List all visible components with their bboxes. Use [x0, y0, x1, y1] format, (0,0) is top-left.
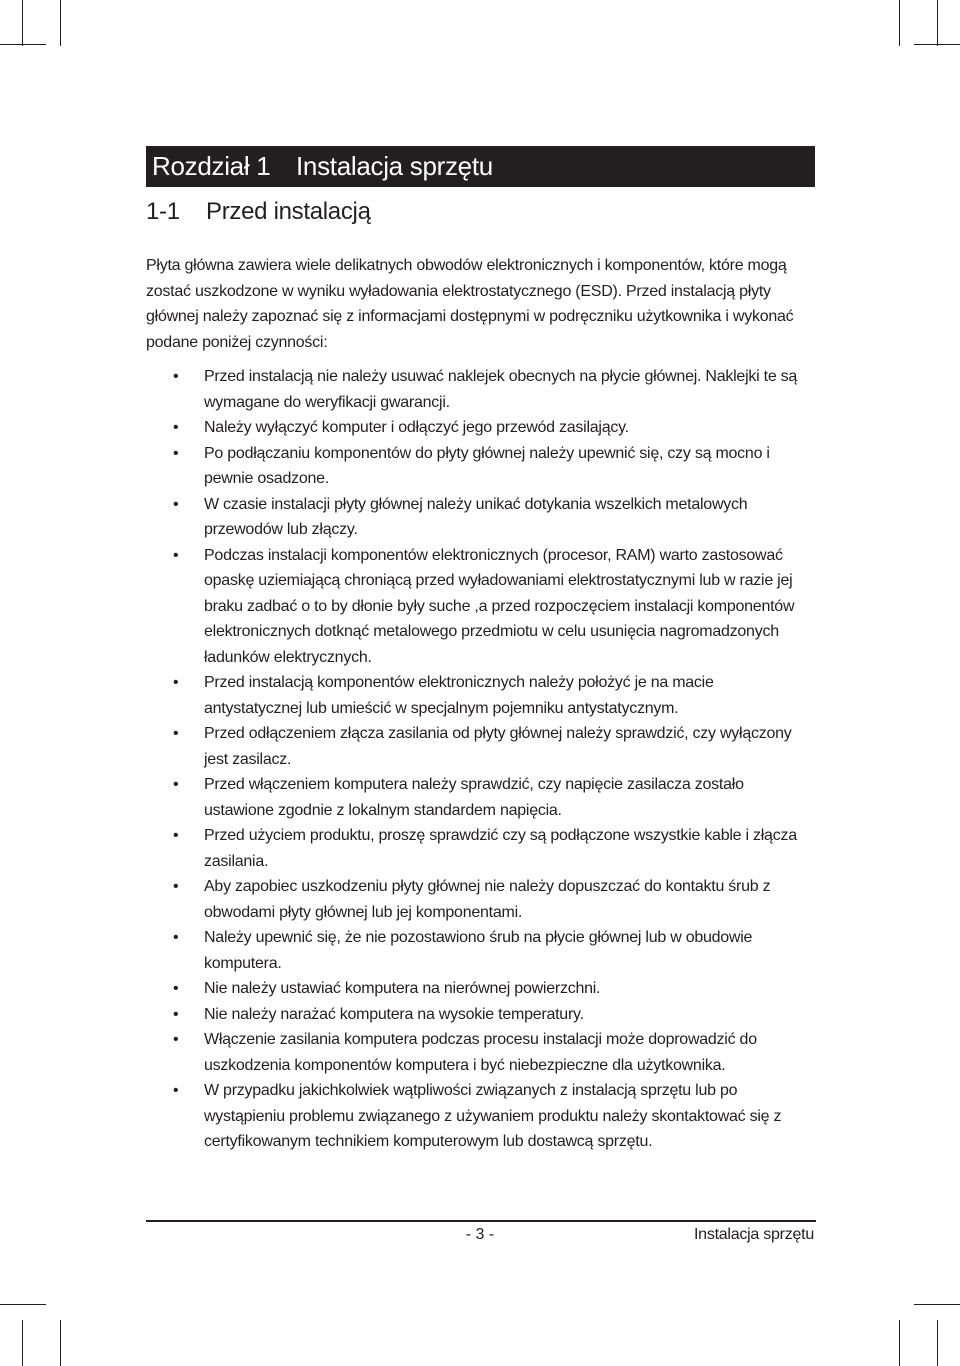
- list-item: [146, 874, 816, 925]
- list-item-line: Należy wyłączyć komputer i odłączyć jego przewód zasilający.: [204, 419, 629, 436]
- intro-line: głównej należy zapoznać się z informacjami dostępnymi w podręczniku użytkownika i wykonać: [146, 308, 794, 325]
- list-item-line: ładunków elektrycznych.: [204, 648, 372, 666]
- crop-mark: [0, 44, 46, 45]
- chapter-heading: [146, 146, 815, 187]
- bullet-icon: •: [173, 495, 179, 513]
- list-item: [146, 721, 816, 772]
- list-item-line: obwodami płyty głównej lub jej komponentami.: [204, 903, 523, 921]
- list-item-line: Przed instalacją nie należy usuwać naklejek obecnych na płycie głównej. Naklejki te są: [204, 368, 798, 385]
- intro-paragraph: [146, 253, 816, 355]
- bullet-icon: •: [173, 1082, 179, 1099]
- list-item: [146, 1002, 816, 1028]
- intro-line: podane poniżej czynności:: [146, 333, 328, 351]
- list-item: [146, 772, 816, 823]
- crop-mark: [22, 0, 23, 46]
- list-item-line: antystatycznej lub umieścić w specjalnym pojemniku antystatycznym.: [204, 699, 679, 717]
- bullet-icon: •: [173, 674, 179, 691]
- list-item-line: wystąpieniu problemu związanego z używaniem produktu należy skontaktować się z: [204, 1107, 782, 1125]
- list-item-line: jest zasilacz.: [204, 750, 292, 768]
- list-item: [146, 364, 816, 415]
- list-item-line: Aby zapobiec uszkodzeniu płyty głównej nie należy dopuszczać do kontaktu śrub z: [204, 878, 771, 895]
- crop-mark: [60, 0, 61, 46]
- crop-mark: [0, 1304, 46, 1305]
- footer-divider: [146, 1220, 816, 1222]
- list-item-line: Przed instalacją komponentów elektronicznych należy położyć je na macie: [204, 674, 714, 691]
- intro-line: zostać uszkodzone w wyniku wyładowania elektrostatycznego (ESD). Przed instalacją płyty: [146, 282, 771, 300]
- list-item-line: opaskę uziemiającą chroniącą przed wyładowaniami elektrostatycznymi lub w razie jej: [204, 572, 793, 589]
- crop-mark: [914, 1304, 960, 1305]
- precautions-list: [146, 364, 816, 1155]
- crop-mark: [937, 1320, 938, 1366]
- list-item-line: Nie należy narażać komputera na wysokie temperatury.: [204, 1005, 584, 1023]
- intro-line: Płyta główna zawiera wiele delikatnych obwodów elektronicznych i komponentów, które mogą: [146, 257, 787, 274]
- list-item: [146, 543, 816, 671]
- list-item-line: Przed włączeniem komputera należy sprawdzić, czy napięcie zasilacza zostało: [204, 776, 744, 793]
- bullet-icon: •: [173, 1005, 179, 1023]
- list-item-line: W przypadku jakichkolwiek wątpliwości związanych z instalacją sprzętu lub po: [204, 1082, 738, 1099]
- bullet-icon: •: [173, 776, 179, 793]
- list-item-line: certyfikowanym technikiem komputerowym lub dostawcą sprzętu.: [204, 1133, 653, 1150]
- list-item: [146, 492, 816, 543]
- list-item: [146, 441, 816, 492]
- bullet-icon: •: [173, 929, 179, 946]
- bullet-icon: •: [173, 1031, 179, 1048]
- list-item-line: Po podłączaniu komponentów do płyty głównej należy upewnić się, czy są mocno i: [204, 444, 770, 462]
- list-item-line: elektronicznych dotknąć metalowego przedmiotu w celu usunięcia nagromadzonych: [204, 623, 779, 640]
- footer-title: Instalacja sprzętu: [693, 1226, 814, 1243]
- section-title: Przed instalacją: [206, 198, 371, 225]
- crop-mark: [60, 1320, 61, 1366]
- crop-mark: [899, 0, 900, 46]
- list-item-line: braku zadbać o to by dłonie były suche ,a przed rozpoczęciem instalacji komponentów: [204, 597, 795, 615]
- list-item-line: Włączenie zasilania komputera podczas procesu instalacji może doprowadzić do: [204, 1031, 757, 1048]
- list-item-line: W czasie instalacji płyty głównej należy unikać dotykania wszelkich metalowych: [204, 495, 748, 513]
- crop-mark: [899, 1320, 900, 1366]
- bullet-icon: •: [173, 419, 179, 436]
- list-item: [146, 925, 816, 976]
- list-item: [146, 670, 816, 721]
- list-item-line: ustawione zgodnie z lokalnym standardem napięcia.: [204, 801, 562, 819]
- list-item-line: przewodów lub złączy.: [204, 521, 358, 538]
- chapter-title: Instalacja sprzętu: [296, 151, 493, 181]
- list-item: [146, 976, 816, 1002]
- bullet-icon: •: [173, 444, 179, 462]
- list-item-line: Należy upewnić się, że nie pozostawiono śrub na płycie głównej lub w obudowie: [204, 929, 753, 946]
- list-item-line: pewnie osadzone.: [204, 470, 329, 487]
- chapter-number: Rozdział 1: [152, 151, 271, 181]
- section-heading: [146, 198, 371, 226]
- bullet-icon: •: [173, 546, 179, 564]
- section-number: 1-1: [146, 198, 180, 225]
- list-item: [146, 1078, 816, 1155]
- bullet-icon: •: [173, 368, 179, 385]
- page-number: - 3 -: [465, 1226, 495, 1243]
- list-item: [146, 415, 816, 441]
- bullet-icon: •: [173, 827, 179, 844]
- crop-mark: [937, 0, 938, 46]
- bullet-icon: •: [173, 725, 179, 742]
- list-item-line: uszkodzenia komponentów komputera i być niebezpieczne dla użytkownika.: [204, 1056, 726, 1074]
- list-item: [146, 1027, 816, 1078]
- list-item-line: Podczas instalacji komponentów elektronicznych (procesor, RAM) warto zastosować: [204, 546, 783, 564]
- list-item-line: wymagane do weryfikacji gwarancji.: [204, 393, 450, 411]
- list-item-line: Przed odłączeniem złącza zasilania od płyty głównej należy sprawdzić, czy wyłączony: [204, 725, 792, 742]
- list-item-line: zasilania.: [204, 852, 269, 870]
- list-item: [146, 823, 816, 874]
- list-item-line: Nie należy ustawiać komputera na nierównej powierzchni.: [204, 980, 601, 997]
- bullet-icon: •: [173, 980, 179, 997]
- list-item-line: Przed użyciem produktu, proszę sprawdzić czy są podłączone wszystkie kable i złącza: [204, 827, 797, 844]
- crop-mark: [22, 1320, 23, 1366]
- list-item-line: komputera.: [204, 954, 282, 972]
- bullet-icon: •: [173, 878, 179, 895]
